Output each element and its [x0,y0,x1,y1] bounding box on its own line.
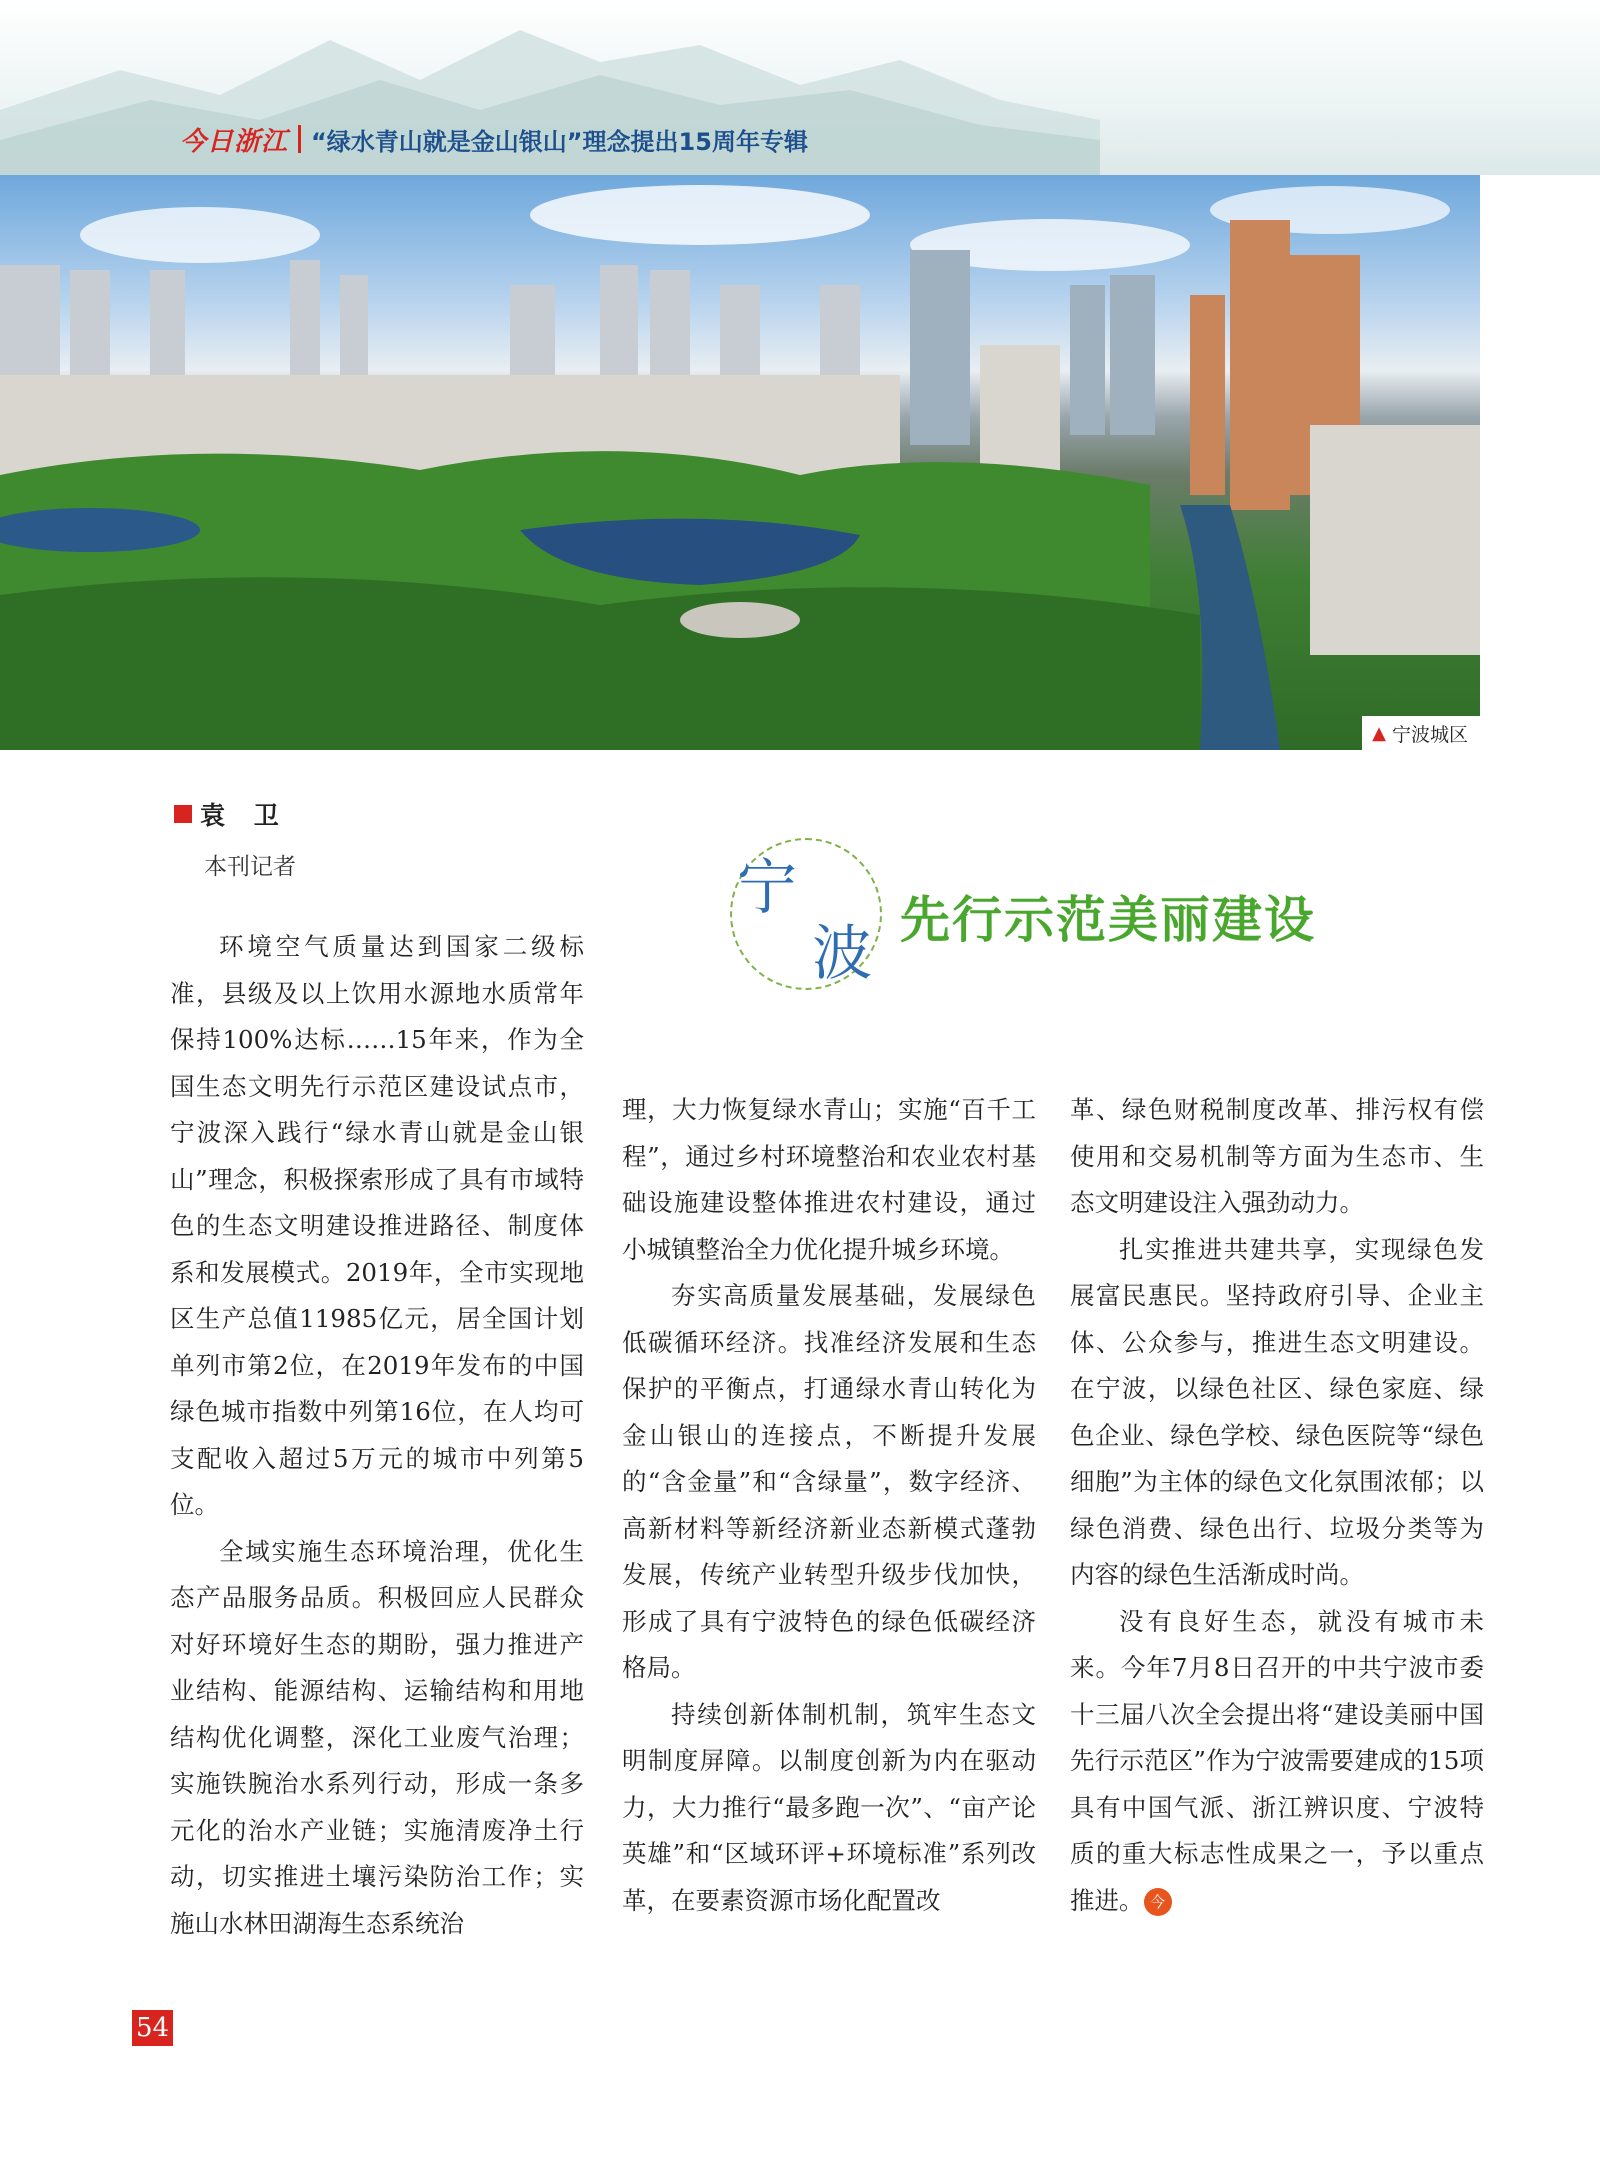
paragraph-text: 没有良好生态，就没有城市未来。今年7月8日召开的中共宁波市委十三届八次全会提出将“建设美丽中国先行示范区”作为宁波需要建成的15项具有中国气派、浙江辨识度、宁波特质的重大标志性成果之一，予以重点推进。 [1070,1606,1484,1915]
end-mark-icon: 今 [1144,1888,1172,1916]
header-band [0,0,1600,175]
byline-marker-icon [174,805,192,823]
city-skyline-illustration [0,175,1480,750]
photo-caption [1362,716,1480,750]
paragraph: 革、绿色财税制度改革、排污权有偿使用和交易机制等方面为生态市、生态文明建设注入强劲动力。 [1070,1095,1484,1217]
caption-text: 宁波城区 [1391,723,1468,746]
title-char-bo: 波 [812,919,872,989]
paragraph: 扎实推进共建共享，实现绿色发展富民惠民。坚持政府引导、企业主体、公众参与，推进生态文明建设。在宁波，以绿色社区、绿色家庭、绿色企业、绿色学校、绿色医院等“绿色细胞”为主体的绿色文化氛围浓郁；以绿色消费、绿色出行、垃圾分类等为内容的绿色生活渐成时尚。 [1070,1234,1484,1589]
magazine-logo[interactable]: 今日浙江 [180,126,289,157]
paragraph: 环境空气质量达到国家二级标准，县级及以上饮用水源地水质常年保持100%达标……15年来，作为全国生态文明先行示范区建设试点市，宁波深入践行“绿水青山就是金山银山”理念，积极探索形成了具有市域特色的生态文明建设推进路径、制度体系和发展模式。2019年，全市实现地区生产总值11985亿元，居全国计划单列市第2位，在2019年发布的中国绿色城市指数中列第16位，在人均可支配收入超过5万元的城市中列第5位。 [170,932,584,1519]
paragraph: 理，大力恢复绿水青山；实施“百千工程”，通过乡村环境整治和农业农村基础设施建设整体推进农村建设，通过小城镇整治全力优化提升城乡环境。 [622,1095,1036,1264]
column-3 [1070,1087,1484,1924]
author-role: 本刊记者 [204,854,296,880]
paragraph: 全域实施生态环境治理，优化生态产品服务品质。积极回应人民群众对好环境好生态的期盼，强力推进产业结构、能源结构、运输结构和用地结构优化调整，深化工业废气治理；实施铁腕治水系列行动，形成一条多元化的治水产业链；实施清废净土行动，切实推进土壤污染防治工作；实施山水林田湖海生态系统治 [170,1536,584,1938]
author-name-row [174,796,296,832]
header-title [180,122,808,156]
author-name: 袁 卫 [200,801,289,830]
paragraph: 夯实高质量发展基础，发展绿色低碳循环经济。找准经济发展和生态保护的平衡点，打通绿水青山转化为金山银山的连接点，不断提升发展的“含金量”和“含绿量”，数字经济、高新材料等新经济新业态新模式蓬勃发展，传统产业转型升级步伐加快，形成了具有宁波特色的绿色低碳经济格局。 [622,1281,1036,1682]
logo-divider [298,125,301,153]
page-number: 54 [132,2010,173,2046]
title-char-ning: 宁 [737,853,797,923]
byline [174,796,296,881]
paragraph: 持续创新体制机制，筑牢生态文明制度屏障。以制度创新为内在驱动力，大力推行“最多跑一次”、“亩产论英雄”和“区域环评+环境标准”系列改革，在要素资源市场化配置改 [622,1699,1036,1915]
article-title: 先行示范美丽建设 [900,891,1316,949]
caption-triangle-icon: ▲ [1372,722,1386,744]
paragraph [1070,1599,1484,1925]
city-photo [0,175,1480,750]
column-1 [170,924,584,1947]
series-title: “绿水青山就是金山银山”理念提出15周年专辑 [311,127,808,156]
column-2 [622,1087,1036,1924]
